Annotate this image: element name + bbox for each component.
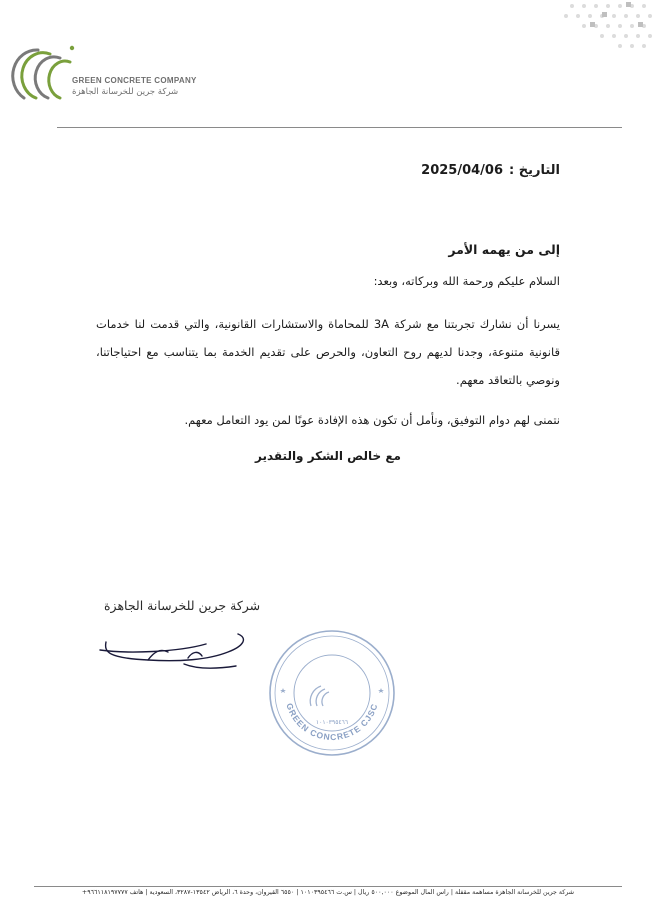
stamp-number: ١٠١٠٣٩٥٤٦٦	[315, 719, 349, 726]
greeting-line: السلام عليكم ورحمة الله وبركاته، وبعد:	[373, 274, 560, 288]
date-value: 2025/04/06	[421, 163, 504, 178]
closing-line: مع خالص الشكر والتقدير	[255, 449, 401, 463]
footer-cr-number: | س.ت ١٠١٠٣٩٥٤٦٦	[300, 889, 358, 896]
handwritten-signature	[88, 612, 258, 684]
recipient-line: إلى من يهمه الأمر	[448, 242, 560, 257]
company-name-arabic: شركة جرين للخرسانة الجاهزة	[72, 87, 179, 97]
footer-address: | ٦٥٥٠ القيروان، وحدة ٦، الرياض ١٣٥٤٢-٣٢٨٧، السعودية	[149, 889, 300, 896]
date-line	[421, 163, 560, 178]
date-label: التاريخ :	[509, 163, 560, 178]
footer-divider	[34, 886, 622, 887]
letter-body-paragraph: يسرنا أن نشارك تجربتنا مع شركة 3A للمحاماة والاستشارات القانونية، والتي قدمت لنا خدمات قانونية متنوعة، وجدنا لديهم روح التعاون، والحرص على تقديم الخدمة بما يتناسب مع احتياجاتنا، ونوصي بالتعاقد معهم.	[96, 317, 560, 387]
company-logo-icon	[10, 40, 80, 104]
stamp-outer-text: GREEN CONCRETE CJSC	[284, 701, 380, 743]
wishes-line: نتمنى لهم دوام التوفيق، ونأمل أن تكون هذه الإفادة عونًا لمن يود التعامل معهم.	[184, 413, 560, 427]
signature-company-name: شركة جرين للخرسانة الجاهزة	[104, 598, 261, 613]
footer-company: شركة جرين للخرسانة الجاهزة مساهمة مقفلة	[454, 889, 575, 896]
footer-capital: | رأس المال الموضوع ٥٠٠,٠٠٠ ريال	[358, 889, 455, 896]
decorative-dot-pattern	[506, 0, 656, 55]
company-name-english: GREEN CONCRETE COMPANY	[72, 76, 197, 85]
footer-contact-line	[34, 889, 622, 896]
header-divider	[57, 127, 622, 128]
footer-phone: | هاتف ٩٦٦١١٨١٩٧٧٧٧+	[82, 889, 150, 896]
company-stamp	[267, 628, 397, 758]
